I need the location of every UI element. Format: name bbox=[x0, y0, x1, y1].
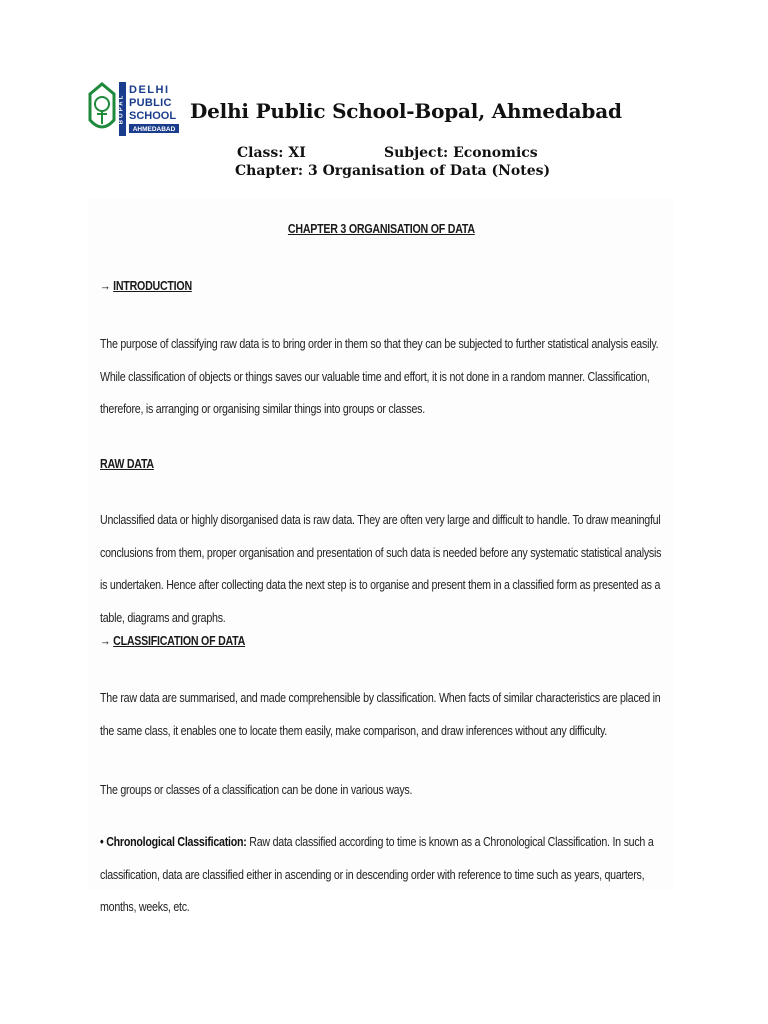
school-name: Delhi Public School-Bopal, Ahmedabad bbox=[190, 99, 622, 123]
introduction-heading bbox=[100, 278, 192, 293]
classification-heading-text: CLASSIFICATION OF DATA bbox=[113, 633, 246, 648]
bullet-icon: • bbox=[100, 834, 104, 849]
logo-word-1: DELHI bbox=[129, 84, 170, 96]
notes-scan bbox=[88, 198, 674, 914]
school-logo bbox=[87, 80, 179, 138]
school-emblem-icon bbox=[90, 84, 114, 127]
notes-title: CHAPTER 3 ORGANISATION OF DATA bbox=[287, 221, 475, 236]
chapter-label: Chapter: 3 Organisation of Data (Notes) bbox=[235, 163, 551, 179]
class-label: Class: XI bbox=[237, 145, 306, 161]
logo-side-text: BOPAL bbox=[118, 93, 125, 125]
introduction-heading-text: INTRODUCTION bbox=[113, 278, 192, 293]
groups-paragraph: The groups or classes of a classification can be done in various ways. bbox=[100, 782, 413, 797]
logo-city: AHMEDABAD bbox=[132, 126, 176, 133]
introduction-paragraph: The purpose of classifying raw data is to bring order in them so that they can be subjected to further statistical analysis easily. While classification of objects or things saves our valuable time and effort, it is not done in a random manner. Classification, therefore, is arranging or organising similar things into groups or classes. bbox=[100, 336, 659, 416]
arrow-icon: → bbox=[100, 278, 111, 293]
subject-label: Subject: Economics bbox=[384, 145, 538, 161]
arrow-icon: → bbox=[100, 633, 111, 648]
raw-data-heading bbox=[100, 456, 154, 471]
chronological-term: Chronological Classification: bbox=[106, 834, 247, 849]
logo-word-3: SCHOOL bbox=[129, 110, 177, 122]
chronological-paragraph bbox=[100, 826, 666, 924]
chronological-text: Raw data classified according to time is known as a Chronological Classification. In such a classification, data are classified either in ascending or in descending order with reference to time such as years, quarters, months, weeks, etc. bbox=[100, 834, 654, 914]
classification-paragraph: The raw data are summarised, and made comprehensible by classification. When facts of similar characteristics are placed in the same class, it enables one to locate them easily, make comparison, and draw inferences without any difficulty. bbox=[100, 690, 661, 738]
classification-heading bbox=[100, 633, 245, 648]
raw-data-paragraph: Unclassified data or highly disorganised data is raw data. They are often very large and difficult to handle. To draw meaningful conclusions from them, proper organisation and presentation of such data is needed before any systematic statistical analysis is undertaken. Hence after collecting data the next step is to organise and present them in a classified form as presented as a table, diagrams and graphs. bbox=[100, 512, 662, 625]
logo-word-2: PUBLIC bbox=[129, 97, 172, 109]
raw-data-heading-text: RAW DATA bbox=[100, 456, 154, 471]
